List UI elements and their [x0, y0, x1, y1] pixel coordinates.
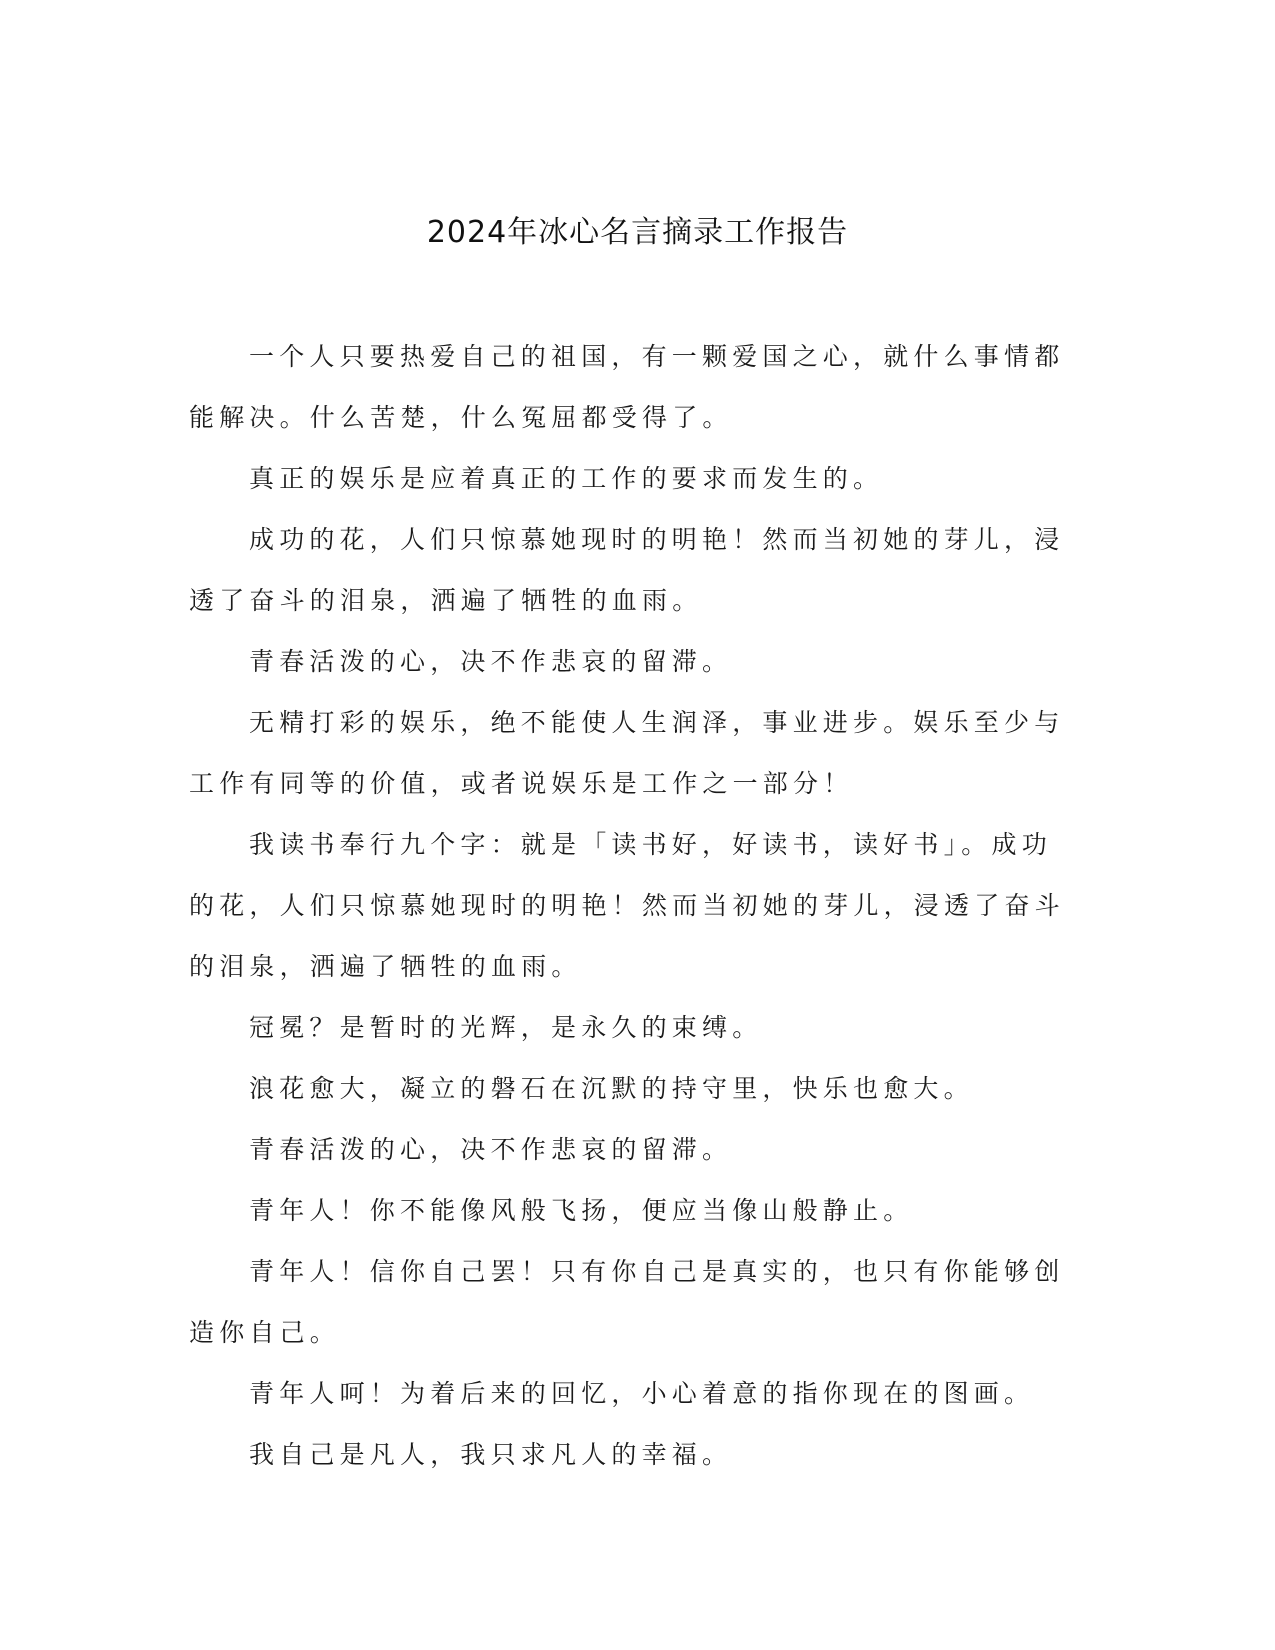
quote-paragraph: 青春活泼的心，决不作悲哀的留滞。	[249, 1135, 733, 1164]
quote-paragraph: 无精打彩的娱乐，绝不能使人生润泽，事业进步。娱乐至少与工作有同等的价值，或者说娱乐是工作之一部分！	[189, 708, 1065, 798]
quote-paragraph: 成功的花，人们只惊慕她现时的明艳！然而当初她的芽儿，浸透了奋斗的泪泉，洒遍了牺牲的血雨。	[189, 525, 1065, 615]
quote-paragraph: 我读书奉行九个字：就是「读书好，好读书，读好书」。成功的花，人们只惊慕她现时的明艳！然而当初她的芽儿，浸透了奋斗的泪泉，洒遍了牺牲的血雨。	[189, 830, 1065, 981]
quote-paragraph: 青春活泼的心，决不作悲哀的留滞。	[249, 647, 733, 676]
quote-paragraph: 青年人！你不能像风般飞扬，便应当像山般静止。	[249, 1196, 914, 1225]
document-title: 2024年冰心名言摘录工作报告	[426, 215, 849, 250]
quote-paragraph: 我自己是凡人，我只求凡人的幸福。	[249, 1440, 733, 1469]
document-body	[189, 326, 1071, 1485]
quote-paragraph: 浪花愈大，凝立的磐石在沉默的持守里，快乐也愈大。	[249, 1074, 974, 1103]
quote-paragraph: 真正的娱乐是应着真正的工作的要求而发生的。	[249, 464, 884, 493]
quote-paragraph: 一个人只要热爱自己的祖国，有一颗爱国之心，就什么事情都能解决。什么苦楚，什么冤屈都受得了。	[189, 342, 1065, 432]
quote-paragraph: 冠冕？是暂时的光辉，是永久的束缚。	[249, 1013, 763, 1042]
quote-paragraph: 青年人！信你自己罢！只有你自己是真实的，也只有你能够创造你自己。	[189, 1257, 1065, 1347]
quote-paragraph: 青年人呵！为着后来的回忆，小心着意的指你现在的图画。	[249, 1379, 1035, 1408]
